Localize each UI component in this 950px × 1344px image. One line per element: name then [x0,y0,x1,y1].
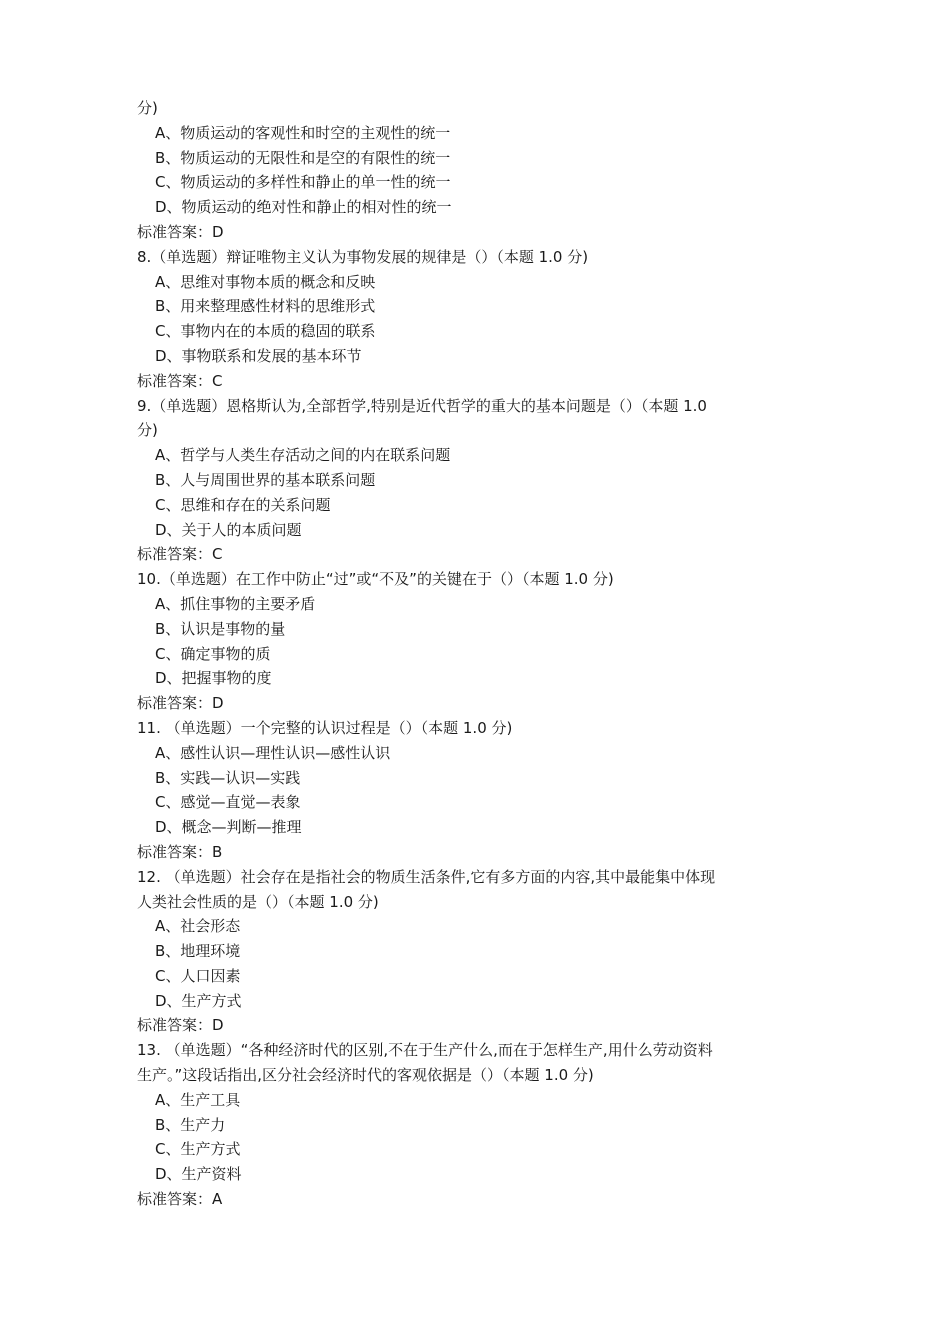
question-text: 人类社会性质的是（）（本题 1.0 分) [137,892,379,911]
answer-option: B、生产力 [155,1115,226,1134]
standard-answer: 标准答案：A [137,1190,223,1209]
standard-answer: 标准答案：D [137,1016,224,1035]
answer-option: D、生产资料 [155,1165,242,1184]
answer-option: C、物质运动的多样性和静止的单一性的统一 [155,173,451,192]
answer-option: C、事物内在的本质的稳固的联系 [155,322,376,341]
answer-option: A、物质运动的客观性和时空的主观性的统一 [155,123,451,142]
answer-option: B、实践—认识—实践 [155,768,301,787]
standard-answer: 标准答案：B [137,842,223,861]
question-text: 分) [137,421,158,440]
answer-option: A、感性认识—理性认识—感性认识 [155,743,391,762]
answer-option: A、哲学与人类生存活动之间的内在联系问题 [155,446,451,465]
question-text: 分) [137,99,158,117]
answer-option: B、地理环境 [155,942,241,961]
answer-option: D、概念—判断—推理 [155,818,302,837]
question-text: 8.（单选题）辩证唯物主义认为事物发展的规律是（）（本题 1.0 分) [137,247,589,266]
standard-answer: 标准答案：C [137,371,223,390]
answer-option: A、社会形态 [155,917,241,936]
question-text: 9.（单选题）恩格斯认为,全部哲学,特别是近代哲学的重大的基本问题是（）（本题 1.0 [137,396,707,415]
answer-option: B、用来整理感性材料的思维形式 [155,297,376,316]
question-text: 13. （单选题）“各种经济时代的区别,不在于生产什么,而在于怎样生产,用什么劳动资料 [137,1041,713,1060]
answer-option: B、认识是事物的量 [155,619,286,638]
answer-option: A、思维对事物本质的概念和反映 [155,272,376,291]
quiz-content [137,96,817,1212]
answer-option: D、关于人的本质问题 [155,520,302,539]
standard-answer: 标准答案：D [137,222,224,241]
standard-answer: 标准答案：D [137,694,224,713]
standard-answer: 标准答案：C [137,545,223,564]
question-text: 11. （单选题）一个完整的认识过程是（）（本题 1.0 分) [137,718,513,737]
question-text: 10.（单选题）在工作中防止“过”或“不及”的关键在于（）（本题 1.0 分) [137,570,614,589]
answer-option: D、物质运动的绝对性和静止的相对性的统一 [155,198,452,217]
answer-option: D、事物联系和发展的基本环节 [155,346,362,365]
answer-option: A、生产工具 [155,1090,241,1109]
answer-option: C、确定事物的质 [155,644,271,663]
answer-option: D、生产方式 [155,991,242,1010]
answer-option: C、人口因素 [155,966,241,985]
answer-option: C、感觉—直觉—表象 [155,793,301,812]
question-text: 生产。”这段话指出,区分社会经济时代的客观依据是（）（本题 1.0 分) [137,1066,594,1085]
question-text: 12. （单选题）社会存在是指社会的物质生活条件,它有多方面的内容,其中最能集中体现 [137,867,716,886]
answer-option: B、物质运动的无限性和是空的有限性的统一 [155,148,451,167]
answer-option: C、思维和存在的关系问题 [155,495,331,514]
answer-option: A、抓住事物的主要矛盾 [155,594,316,613]
answer-option: B、人与周围世界的基本联系问题 [155,470,376,489]
answer-option: D、把握事物的度 [155,669,272,688]
answer-option: C、生产方式 [155,1140,241,1159]
